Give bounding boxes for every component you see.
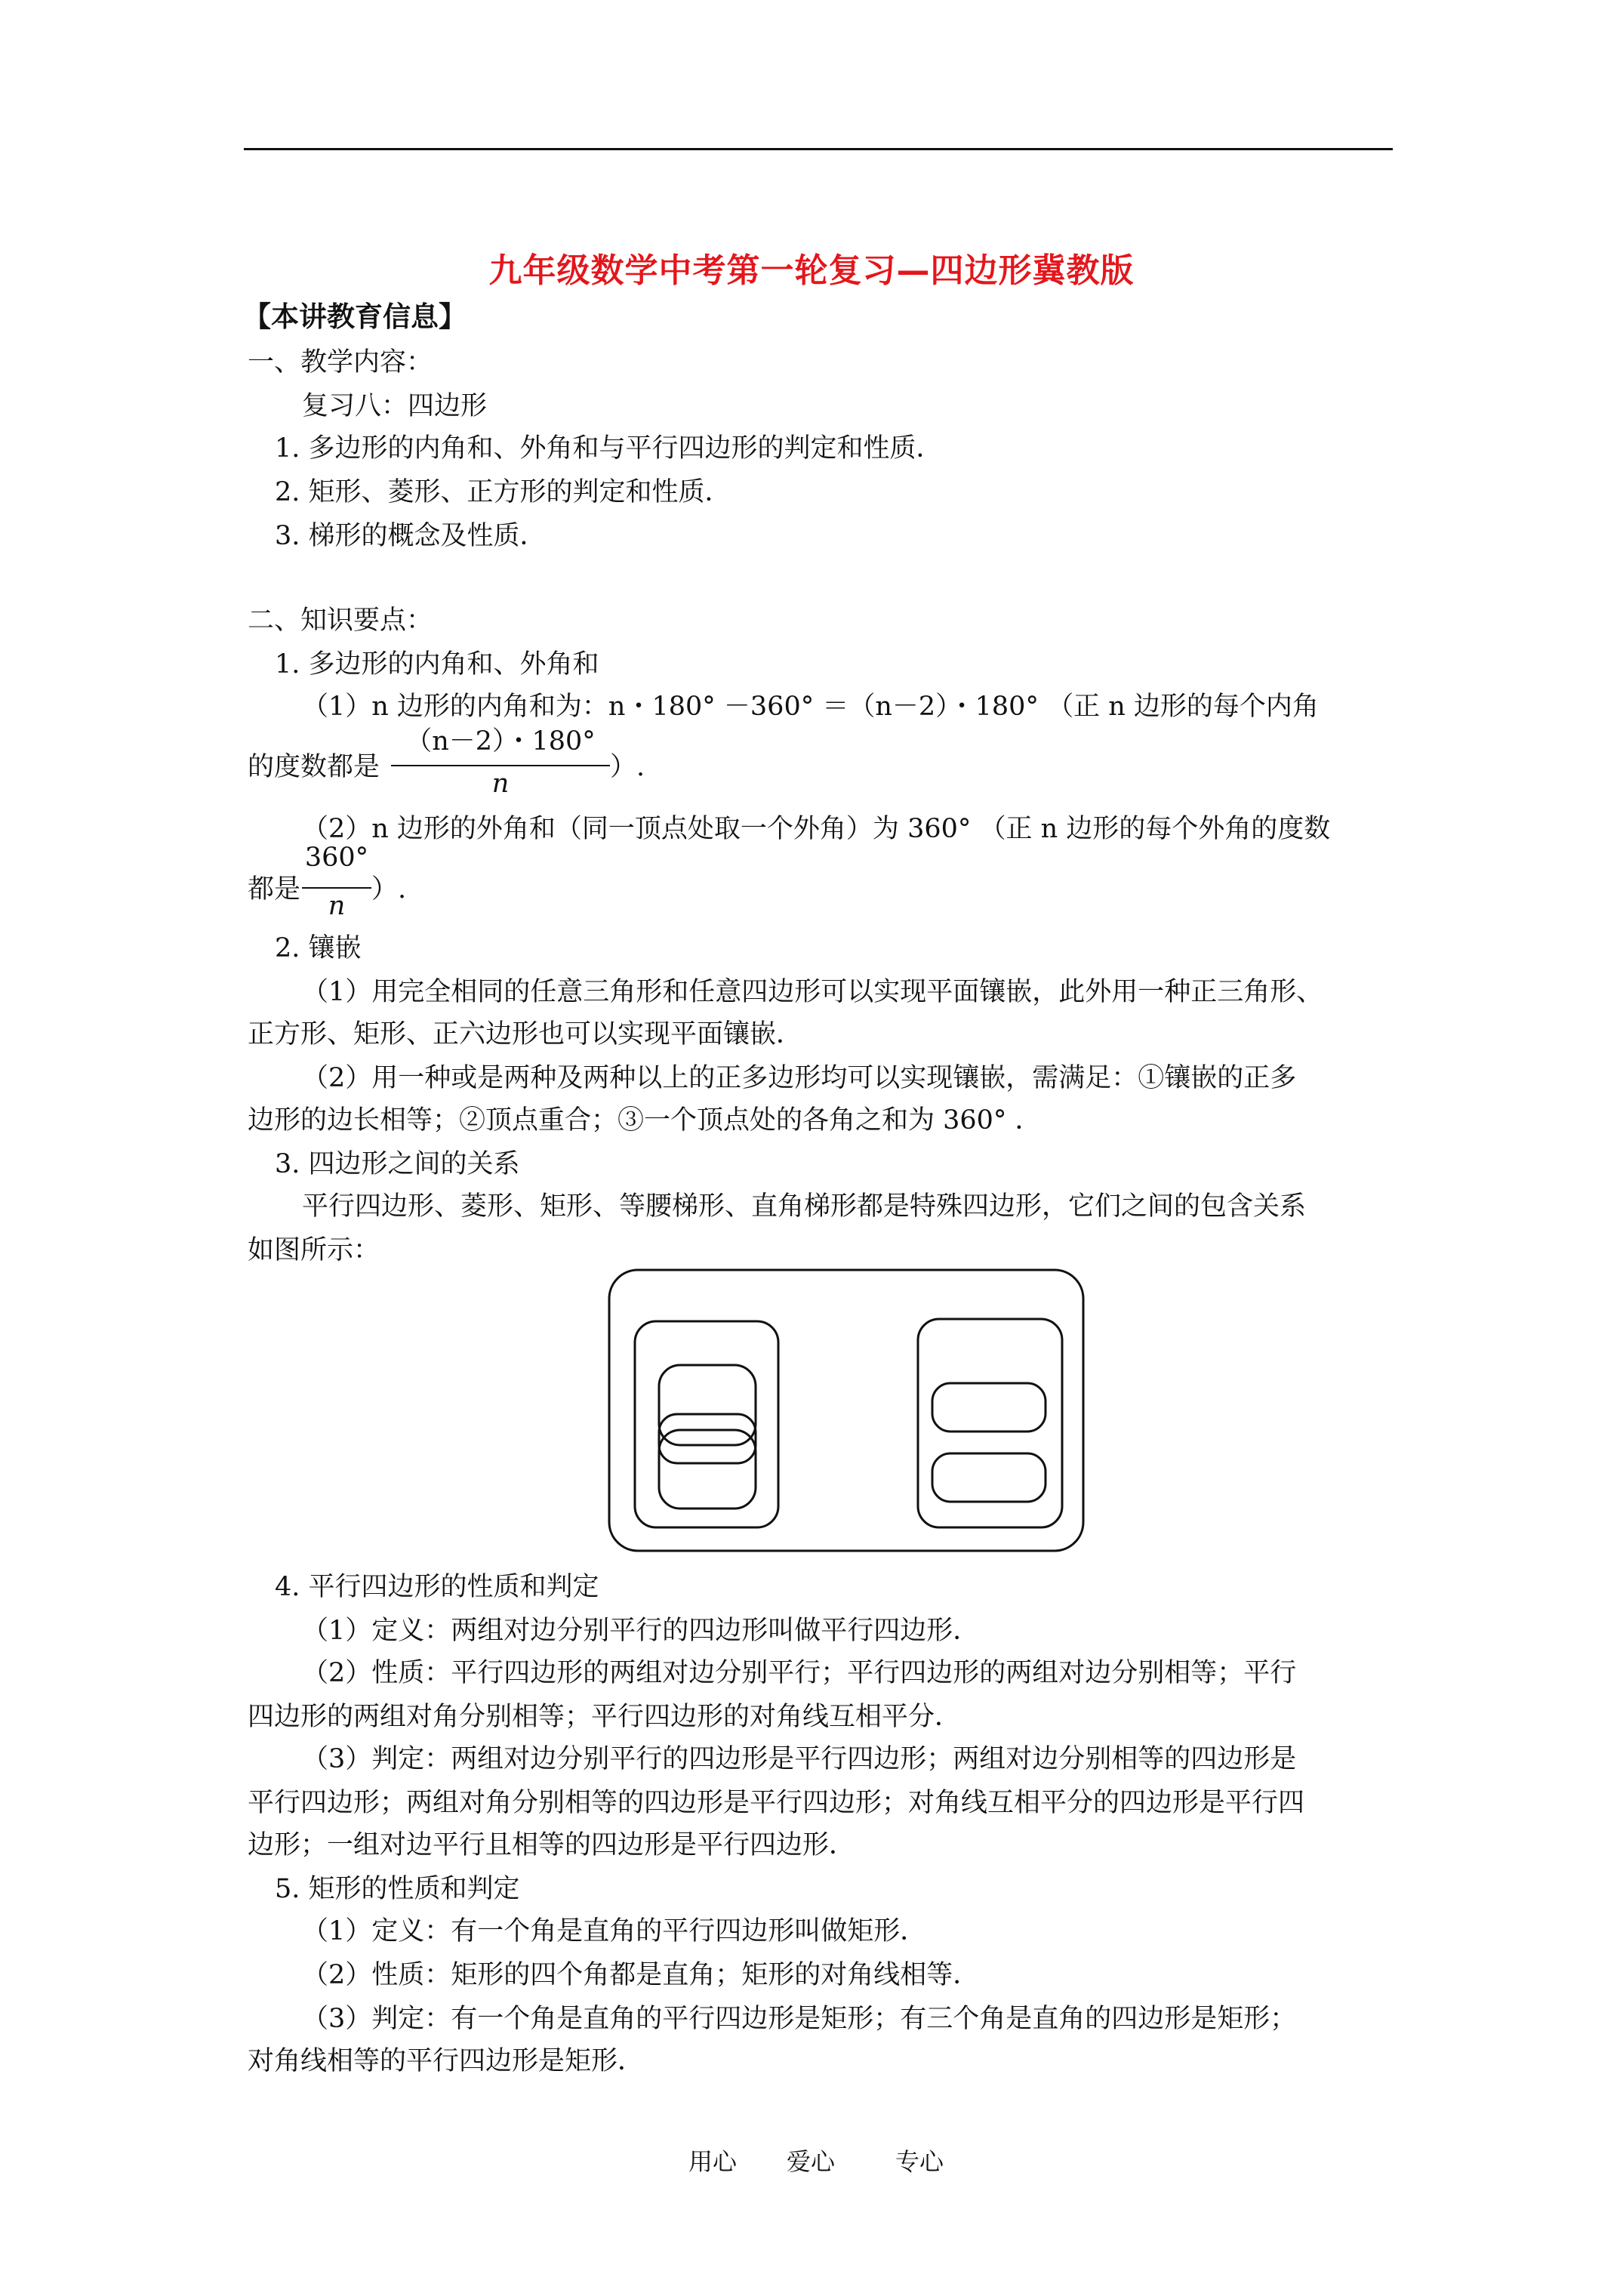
section1-heading: 一、教学内容： bbox=[248, 347, 433, 378]
k5-title: 5. 矩形的性质和判定 bbox=[275, 1874, 520, 1904]
left-lower-rounded-rect bbox=[659, 1430, 756, 1509]
k4-para3-line2: 平行四边形；两组对角分别相等的四边形是平行四边形；对角线互相平分的四边形是平行四 bbox=[248, 1788, 1305, 1818]
section1-item-3: 3. 梯形的概念及性质． bbox=[275, 521, 547, 551]
quadrilateral-relationship-diagram bbox=[608, 1268, 1091, 1555]
k4-title: 4. 平行四边形的性质和判定 bbox=[275, 1572, 599, 1602]
k2-para2-line1: （2）用一种或是两种及两种以上的正多边形均可以实现镶嵌，需满足：①镶嵌的正多 bbox=[302, 1063, 1297, 1093]
left-inner-box bbox=[635, 1321, 778, 1527]
k4-para2-line2: 四边形的两组对角分别相等；平行四边形的对角线互相平分． bbox=[248, 1702, 962, 1732]
header-rule bbox=[244, 148, 1393, 150]
k4-para2-line1: （2）性质：平行四边形的两组对边分别平行；平行四边形的两组对边分别相等；平行 bbox=[302, 1658, 1297, 1688]
k4-para3-line3: 边形；一组对边平行且相等的四边形是平行四边形． bbox=[248, 1830, 856, 1860]
fraction1-numerator: （n－2）・180° bbox=[405, 726, 596, 757]
k3-para1-line1: 平行四边形、菱形、矩形、等腰梯形、直角梯形都是特殊四边形，它们之间的包含关系 bbox=[302, 1191, 1307, 1222]
k2-para1-line2: 正方形、矩形、正六边形也可以实现平面镶嵌． bbox=[248, 1019, 803, 1049]
footer-text-2: 爱心 bbox=[787, 2147, 836, 2176]
k1-para2-line2-pre: 都是 bbox=[248, 874, 301, 905]
k5-para2: （2）性质：矩形的四个角都是直角；矩形的对角线相等． bbox=[302, 1960, 980, 1990]
left-middle-rounded-rect bbox=[659, 1414, 756, 1463]
k5-para3-line2: 对角线相等的平行四边形是矩形． bbox=[248, 2046, 645, 2076]
footer-text-1: 用心 bbox=[688, 2147, 738, 2176]
k4-para3-line1: （3）判定：两组对边分别平行的四边形是平行四边形；两组对边分别相等的四边形是 bbox=[302, 1744, 1297, 1774]
section1-item-1: 1. 多边形的内角和、外角和与平行四边形的判定和性质． bbox=[275, 433, 943, 464]
k5-para3-line1: （3）判定：有一个角是直角的平行四边形是矩形；有三个角是直角的四边形是矩形； bbox=[302, 2004, 1297, 2034]
info-heading: 【本讲教育信息】 bbox=[243, 300, 467, 333]
k3-para1-line2: 如图所示： bbox=[248, 1235, 380, 1265]
fraction2-bar bbox=[302, 887, 371, 889]
fraction1-bar bbox=[391, 765, 610, 766]
k1-para1-line1: （1）n 边形的内角和为：n・180° －360° ＝（n－2）・180° （正 n 边形的每个内角 bbox=[302, 692, 1319, 722]
k1-para1-line2-pre: 的度数都是 bbox=[248, 752, 380, 782]
k1-para1-line2-post: ）. bbox=[610, 752, 645, 782]
k2-para1-line1: （1）用完全相同的任意三角形和任意四边形可以实现平面镶嵌，此外用一种正三角形、 bbox=[302, 977, 1323, 1007]
k3-title: 3. 四边形之间的关系 bbox=[275, 1149, 520, 1179]
k1-para2-line1: （2）n 边形的外角和（同一顶点处取一个外角）为 360° （正 n 边形的每个外角的度数 bbox=[302, 814, 1331, 844]
fraction2-denominator: n bbox=[328, 891, 346, 921]
page-title: 九年级数学中考第一轮复习—四边形冀教版 bbox=[488, 251, 1135, 290]
k4-para1: （1）定义：两组对边分别平行的四边形叫做平行四边形． bbox=[302, 1616, 980, 1646]
fraction2-numerator: 360° bbox=[304, 843, 369, 873]
k1-para2-line2-post: ）. bbox=[371, 874, 407, 905]
left-upper-rounded-rect bbox=[659, 1365, 756, 1445]
section1-item-2: 2. 矩形、菱形、正方形的判定和性质． bbox=[275, 477, 731, 507]
section1-subheading: 复习八：四边形 bbox=[302, 391, 488, 421]
footer-text-3: 专心 bbox=[895, 2147, 944, 2176]
right-upper-rounded-rect bbox=[932, 1383, 1046, 1432]
fraction1-denominator: n bbox=[491, 769, 510, 799]
right-lower-rounded-rect bbox=[932, 1453, 1046, 1502]
k2-para2-line2: 边形的边长相等；②顶点重合；③一个顶点处的各角之和为 360° ． bbox=[248, 1105, 1042, 1136]
k5-para1: （1）定义：有一个角是直角的平行四边形叫做矩形． bbox=[302, 1916, 927, 1946]
k2-title: 2. 镶嵌 bbox=[275, 933, 362, 963]
k1-title: 1. 多边形的内角和、外角和 bbox=[275, 649, 599, 680]
section2-heading: 二、知识要点： bbox=[248, 606, 433, 636]
